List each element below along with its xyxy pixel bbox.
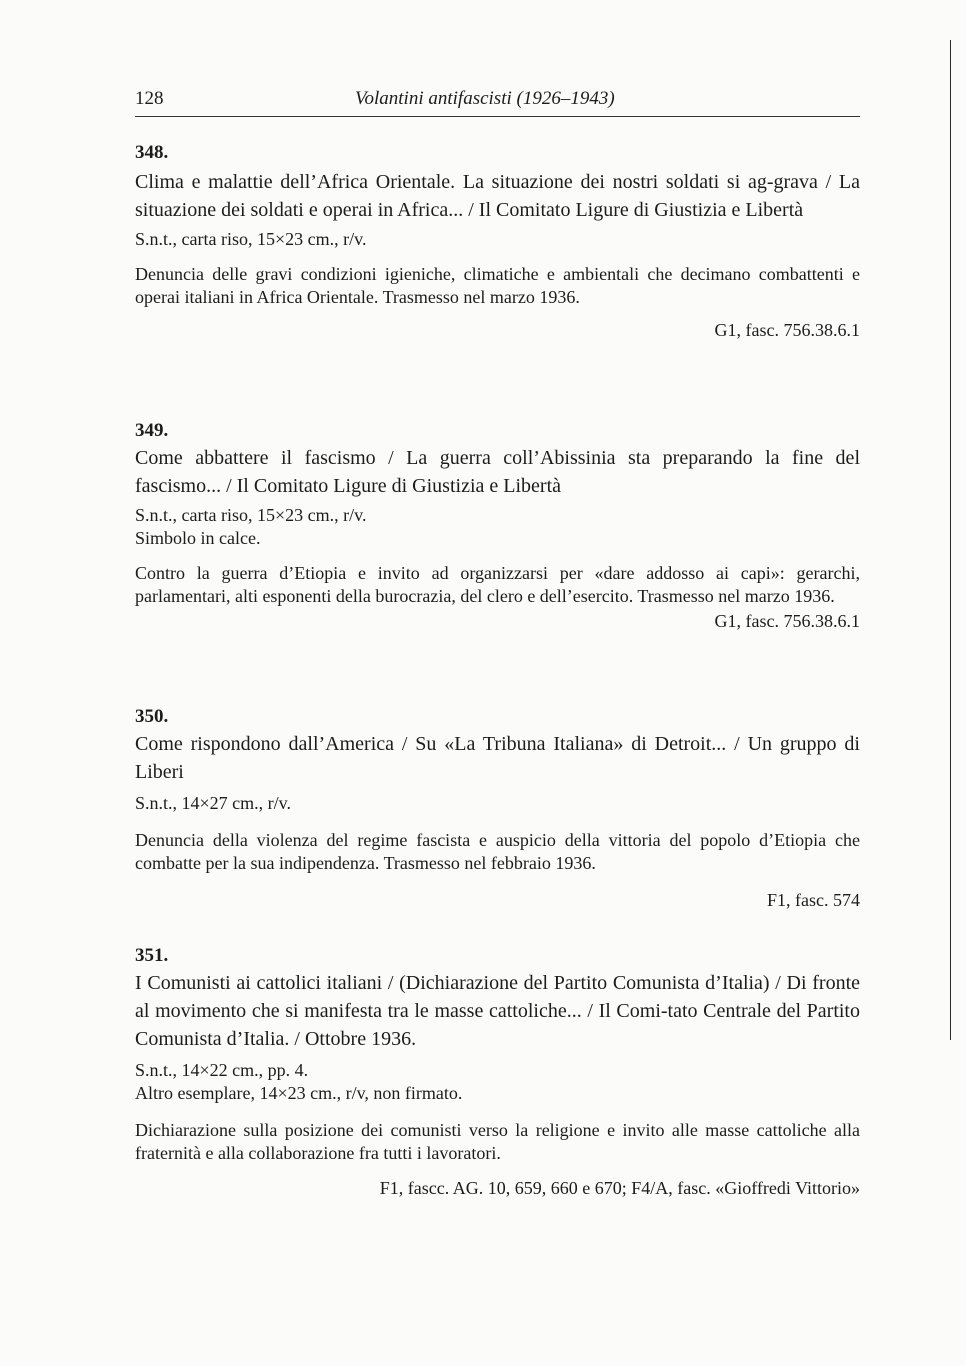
entry-meta-line: S.n.t., 14×27 cm., r/v.	[135, 793, 291, 813]
running-title: Volantini antifascisti (1926–1943)	[355, 88, 615, 109]
entry-title: Clima e malattie dell’Africa Orientale. La situazione dei nostri soldati si ag-grava / La situazione dei soldati e operai in Africa... / Il Comitato Ligure di Giustizia e Libertà	[135, 171, 860, 221]
entry-348	[135, 140, 860, 341]
entry-meta-line: S.n.t., 14×22 cm., pp. 4.	[135, 1060, 309, 1080]
entry-meta-line: S.n.t., carta riso, 15×23 cm., r/v.	[135, 505, 367, 525]
header-rule	[135, 116, 860, 117]
entry-350	[135, 704, 860, 911]
entry-reference: F1, fasc. 574	[767, 890, 860, 910]
entry-349	[135, 418, 860, 632]
entry-reference: G1, fasc. 756.38.6.1	[714, 611, 860, 631]
entry-number: 348.	[135, 142, 169, 163]
page-number: 128	[135, 88, 164, 109]
entry-meta-line: Simbolo in calce.	[135, 528, 261, 548]
entry-description: Dichiarazione sulla posizione dei comunisti verso la religione e invito alle masse cattoliche alla fraternità e alla collaborazione fra tutti i lavoratori.	[135, 1120, 860, 1163]
page-edge-line	[950, 40, 951, 1040]
entry-description: Contro la guerra d’Etiopia e invito ad organizzarsi per «dare addosso ai capi»: gerarchi, parlamentari, alti esponenti della burocrazia, del clero e dell’esercito. Trasmesso nel marzo 1936.	[135, 563, 860, 606]
entry-number: 350.	[135, 706, 169, 727]
entry-description: Denuncia della violenza del regime fascista e auspicio della vittoria del popolo d’Etiopia che combatte per la sua indipendenza. Trasmesso nel febbraio 1936.	[135, 830, 860, 873]
page-header	[135, 88, 860, 114]
entry-description: Denuncia delle gravi condizioni igieniche, climatiche e ambientali che decimano combattenti e operai italiani in Africa Orientale. Trasmesso nel marzo 1936.	[135, 264, 860, 307]
entry-title: I Comunisti ai cattolici italiani / (Dichiarazione del Partito Comunista d’Italia) / Di fronte al movimento che si manifesta tra le masse cattoliche... / Il Comi-tato Centrale del Partito Comunista d’Italia. / Ottobre 1936.	[135, 972, 860, 1050]
entry-meta-line: S.n.t., carta riso, 15×23 cm., r/v.	[135, 229, 367, 249]
entry-number: 349.	[135, 420, 169, 441]
entry-reference: F1, fascc. AG. 10, 659, 660 e 670; F4/A, fasc. «Gioffredi Vittorio»	[379, 1178, 860, 1198]
entry-number: 351.	[135, 945, 169, 966]
entry-title: Come rispondono dall’America / Su «La Tribuna Italiana» di Detroit... / Un gruppo di Liberi	[135, 733, 860, 783]
entry-351	[135, 943, 860, 1199]
entry-meta-line: Altro esemplare, 14×23 cm., r/v, non firmato.	[135, 1083, 463, 1103]
entry-title: Come abbattere il fascismo / La guerra coll’Abissinia sta preparando la fine del fascismo... / Il Comitato Ligure di Giustizia e Libertà	[135, 447, 860, 497]
entry-reference: G1, fasc. 756.38.6.1	[714, 320, 860, 340]
